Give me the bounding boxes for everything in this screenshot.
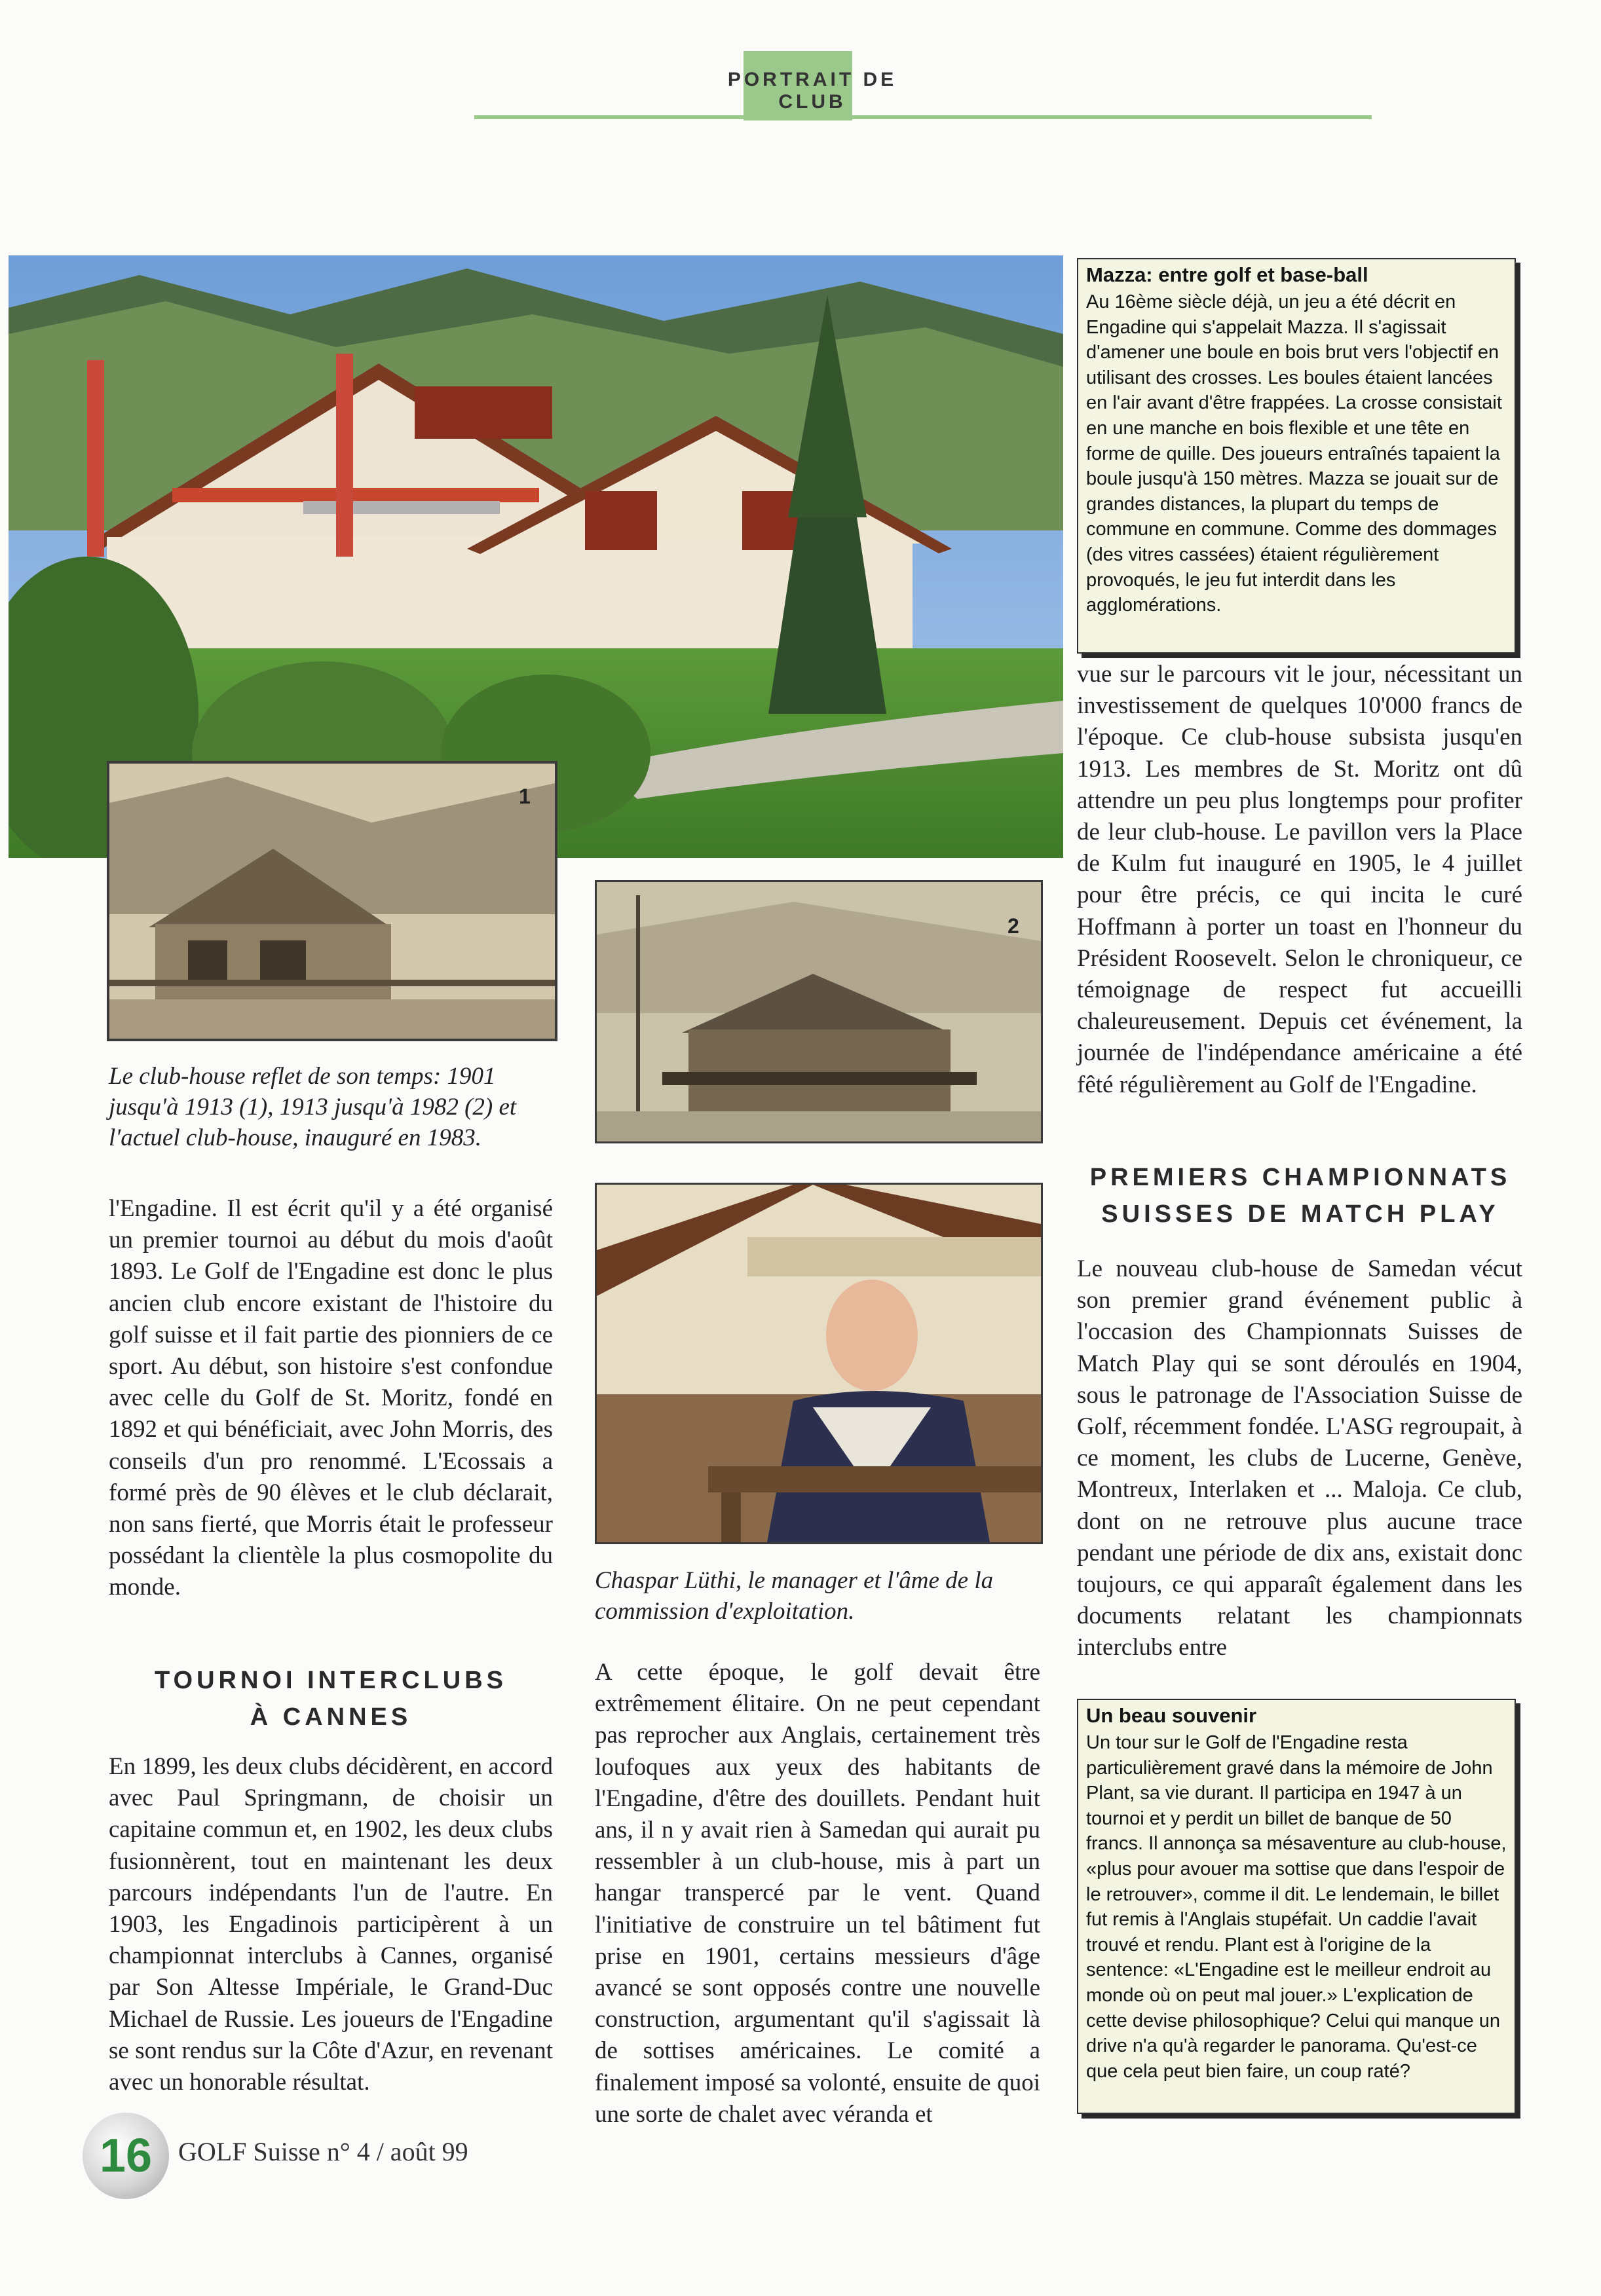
column-3-text-2: Le nouveau club-house de Samedan vécut son premier grand événement public à l'occasion des Championnats Suisses de Match Play qui se sont déroulés en 1904, sous le patronage de l'Association Suisse de Golf, récemment fondée. L'ASG regroupait, à ce moment, les clubs de Lucerne, Genève, Montreux, Interlaken et ... Maloja. Ce club, dont on ne retrouve plus aucune trace pendant une période de dix ans, existait donc toujours, ce qui apparaît également dans les documents relatant les championnats interclubs entre xyxy=(1077,1255,1522,1661)
photo-badge-2: 2 xyxy=(1008,914,1019,938)
heading-premiers-championnats xyxy=(1074,1159,1526,1232)
column-1-text-2: En 1899, les deux clubs décidèrent, en accord avec Paul Springmann, de choisir un capitaine commun et, en 1902, les deux clubs fusionnèrent, tout en maintenant les deux parcours indépendants l'un de l'autre. En 1903, les Engadinois participèrent à un championnat interclubs à Cannes, organisé par Son Altesse Impériale, le Grand-Duc Michael de Russie. Les joueurs de l'Engadine se sont rendus sur la Côte d'Azur, en revenant avec un honorable résultat. xyxy=(109,1753,553,2096)
page-number-badge: 16 xyxy=(83,2113,169,2199)
sidebar-box-souvenir-text: Un tour sur le Golf de l'Engadine resta particulièrement gravé dans la mémoire de John Plant, sa vie durant. Il participa en 1947 à un tournoi et y perdit un billet de banque de 50 francs. Il annonça sa mésaventure au club-house, «plus pour avouer ma sottise que dans l'espoir de le retrouver», comme il dit. Le lendemain, le billet fut remis à l'Anglais stupéfait. Un caddie l'avait trouvé et rendu. Plant est à l'origine de la sentence: «L'Engadine est le meilleur endroit au monde où on peut mal jouer.» L'explication de cette devise philosophique? Celui qui manque un drive n'a qu'à regarder le panorama. Qu'est-ce que cela peut bien faire, un coup raté? xyxy=(1086,1732,1507,2082)
caption-manager: Chaspar Lüthi, le manager et l'âme de la commission d'exploitation. xyxy=(595,1567,994,1625)
column-3-text: vue sur le parcours vit le jour, nécessitant un investissement de quelques 10'000 francs de l'époque. Ce club-house subsista jusqu'en 1913. Les membres de St. Moritz ont dû attendre un peu plus longtemps pour profiter de leur club-house. Le pavillon vers la Place de Kulm fut inauguré en 1905, le 4 juillet pour être précis, ce qui incita le curé Hoffmann à porter un toast en l'honneur du Président Roosevelt. Selon le chroniqueur, ce témoignage de respect fut accueilli chaleureusement. Depuis cet événement, la journée de l'indépendance américaine a été fêté régulièrement au Golf de l'Engadine. xyxy=(1077,661,1522,1098)
column-2-text: A cette époque, le golf devait être extrêmement élitaire. On ne peut cependant pas reprocher aux Anglais, certainement très loufoques aux yeux des habitants de l'Engadine, d'être des douillets. Pendant huit ans, il n y avait rien à Samedan qui aurait pu ressembler à un club-house, mis à part un hangar transpercé par le vent. Quand l'initiative de construire un tel bâtiment fut prise en 1901, certains messieurs d'âge avancé se sont opposés contre une nouvelle construction, argumentant qu'il s'agissait là de sottises américaines. Le comité a finalement imposé sa volonté, ensuite de quoi une sorte de chalet avec véranda et xyxy=(595,1659,1040,2128)
manager-portrait-photo xyxy=(595,1183,1043,1544)
heading-championnats-line2: SUISSES DE MATCH PLAY xyxy=(1101,1200,1499,1228)
header-rule-left xyxy=(474,115,1372,119)
section-title: PORTRAIT DE CLUB xyxy=(727,69,897,113)
sidebar-box-mazza-text: Au 16ème siècle déjà, un jeu a été décrit en Engadine qui s'appelait Mazza. Il s'agissait d'amener une boule en bois brut vers l'objectif en utilisant des crosses. Les boules étaient lancées en l'air avant d'être frappées. La crosse consistait en une manche en bois flexible et une tête en forme de quille. Des joueurs entraînés tapaient la boule jusqu'à 150 mètres. Mazza se jouait sur de grandes distances, la plupart du temps de commune en commune. Comme des dommages (des vitres cassées) étaient régulièrement provoqués, le jeu fut interdit dans les agglomérations. xyxy=(1086,291,1502,616)
sidebar-box-mazza-title: Mazza: entre golf et base-ball xyxy=(1086,263,1368,286)
photo-badge-1: 1 xyxy=(519,785,531,808)
magazine-footer: GOLF Suisse n° 4 / août 99 xyxy=(178,2137,468,2166)
sidebar-box-souvenir-title: Un beau souvenir xyxy=(1086,1704,1257,1727)
clubhouse-photo-1901 xyxy=(107,761,557,1041)
clubhouse-photo-1913 xyxy=(595,880,1043,1143)
sidebar-box-mazza xyxy=(1077,258,1516,654)
column-1-text: l'Engadine. Il est écrit qu'il y a été organisé un premier tournoi au début du mois d'août 1893. Le Golf de l'Engadine est donc le plus ancien club encore existant de l'histoire du golf suisse et il fait partie des pionniers de ce sport. Au début, son histoire s'est confondue avec celle du Golf de St. Moritz, fondé en 1892 et qui bénéficiait, avec John Morris, des conseils d'un pro renommé. L'Ecossais a formé près de 90 élèves et le club déclarait, non sans fierté, que Morris était le professeur possédant la clientèle la plus cosmopolite du monde. xyxy=(109,1195,553,1601)
heading-tournoi-line2: À CANNES xyxy=(250,1703,412,1731)
heading-tournoi-interclubs xyxy=(109,1662,553,1735)
caption-clubhouse-history: Le club-house reflet de son temps: 1901 jusqu'à 1913 (1), 1913 jusqu'à 1982 (2) et l'actuel club-house, inauguré en 1983. xyxy=(109,1063,517,1151)
heading-tournoi-line1: TOURNOI INTERCLUBS xyxy=(155,1667,507,1694)
sidebar-box-souvenir xyxy=(1077,1699,1516,2114)
heading-championnats-line1: PREMIERS CHAMPIONNATS xyxy=(1089,1164,1511,1191)
